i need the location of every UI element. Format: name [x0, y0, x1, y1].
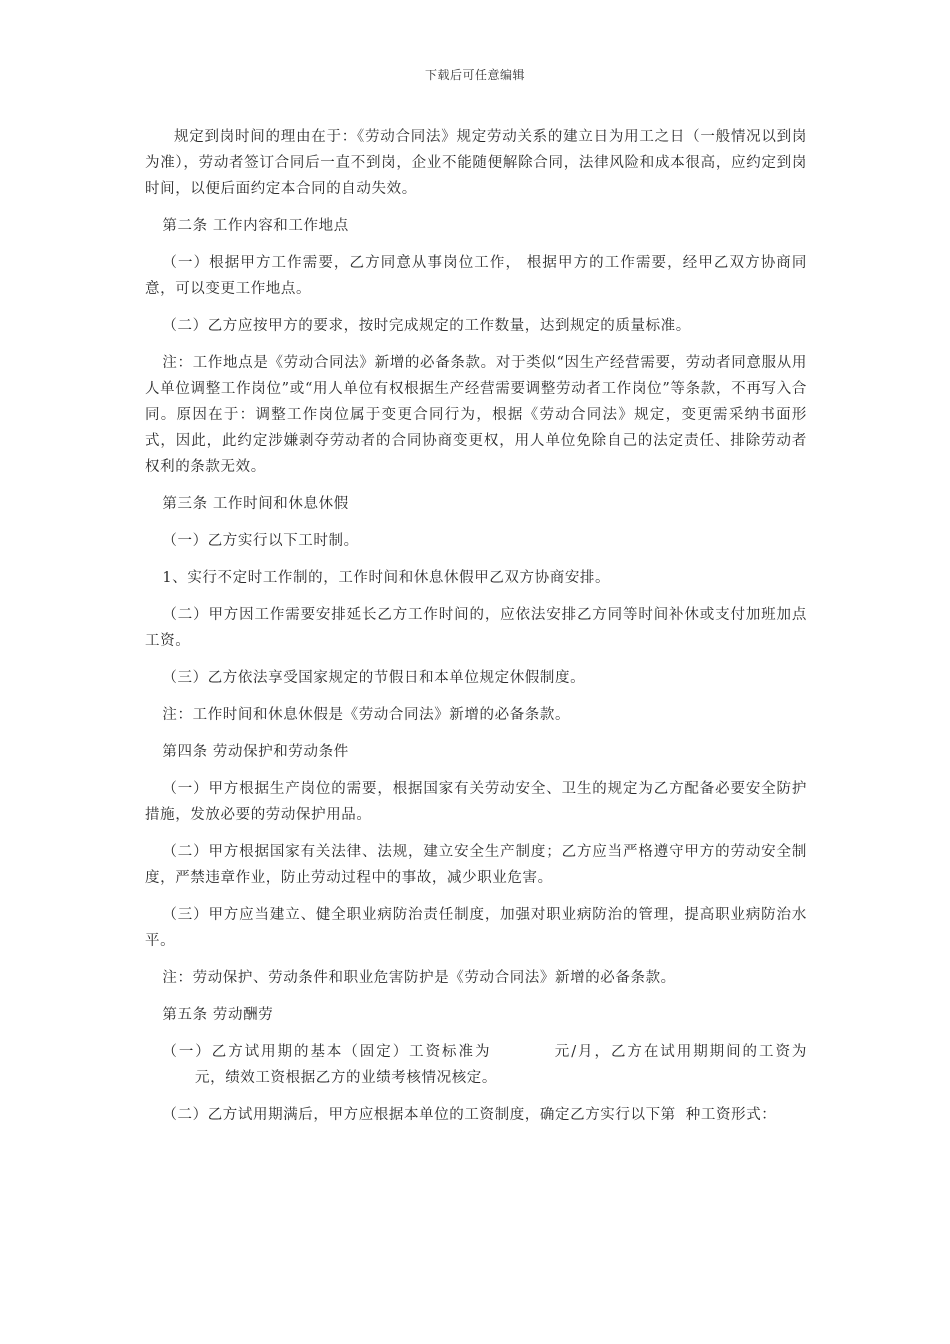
article-4-heading: 第四条 劳动保护和劳动条件 — [162, 744, 349, 760]
paragraph-3-2: （二）甲方因工作需要安排延长乙方工作时间的，应依法安排乙方同等时间补休或支付加班加点工资。 — [145, 607, 807, 649]
form-text-1: （二）乙方试用期满后，甲方应根据本单位的工资制度，确定乙方实行以下第 — [162, 1107, 676, 1123]
wage-text-3: 元，绩效工资根据乙方的业绩考核情况核定。 — [195, 1070, 497, 1086]
paragraph-4-2: （二）甲方根据国家有关法律、法规，建立安全生产制度；乙方应当严格遵守甲方的劳动安全制度，严禁违章作业，防止劳动过程中的事故，减少职业危害。 — [145, 844, 807, 886]
paragraph-4-3: （三）甲方应当建立、健全职业病防治责任制度，加强对职业病防治的管理，提高职业病防治水平。 — [145, 907, 807, 949]
paragraph-4-note: 注：劳动保护、劳动条件和职业危害防护是《劳动合同法》新增的必备条款。 — [162, 970, 676, 986]
paragraph-2-2: （二）乙方应按甲方的要求，按时完成规定的工作数量，达到规定的质量标准。 — [162, 318, 691, 334]
paragraph-3-1: （一）乙方实行以下工时制。 — [162, 533, 359, 549]
form-text-2: 种工资形式： — [685, 1107, 777, 1123]
wage-text-1: （一）乙方试用期的基本（固定）工资标准为 — [162, 1044, 492, 1060]
paragraph-3-3: （三）乙方依法享受国家规定的节假日和本单位规定休假制度。 — [162, 670, 586, 686]
paragraph-3-1-item: 1、实行不定时工作制的，工作时间和休息休假甲乙双方协商安排。 — [162, 570, 611, 586]
paragraph-2-1: （一）根据甲方工作需要，乙方同意从事岗位工作， 根据甲方的工作需要，经甲乙双方协商同意，可以变更工作地点。 — [145, 255, 807, 297]
header-note: 下载后可任意编辑 — [424, 68, 525, 82]
article-5-heading: 第五条 劳动酬劳 — [162, 1007, 274, 1023]
paragraph-3-note: 注：工作时间和休息休假是《劳动合同法》新增的必备条款。 — [162, 707, 571, 723]
paragraph-2-note: 注：工作地点是《劳动合同法》新增的必备条款。对于类似“因生产经营需要，劳动者同意服从用人单位调整工作岗位”或“用人单位有权根据生产经营需要调整劳动者工作岗位”等条款，不再写入合同。原因在于：调整工作岗位属于变更合同行为，根据《劳动合同法》规定，变更需采纳书面形式，因此，此约定涉嫌剥夺劳动者的合同协商变更权，用人单位免除自己的法定责任、排除劳动者权利的条款无效。 — [145, 355, 807, 475]
document-body — [145, 124, 807, 1139]
paragraph-4-1: （一）甲方根据生产岗位的需要，根据国家有关劳动安全、卫生的规定为乙方配备必要安全防护措施，发放必要的劳动保护用品。 — [145, 781, 807, 823]
wage-text-2: 元/月，乙方在试用期期间的工资为 — [553, 1044, 808, 1060]
article-3-heading: 第三条 工作时间和休息休假 — [162, 496, 349, 512]
paragraph-5-1 — [145, 1039, 807, 1091]
paragraph-5-2 — [145, 1102, 807, 1128]
article-2-heading: 第二条 工作内容和工作地点 — [162, 218, 349, 234]
paragraph-arrival-reason: 规定到岗时间的理由在于：《劳动合同法》规定劳动关系的建立日为用工之日（一般情况以到岗为准），劳动者签订合同后一直不到岗，企业不能随便解除合同，法律风险和成本很高，应约定到岗时间，以便后面约定本合同的自动失效。 — [145, 129, 807, 197]
